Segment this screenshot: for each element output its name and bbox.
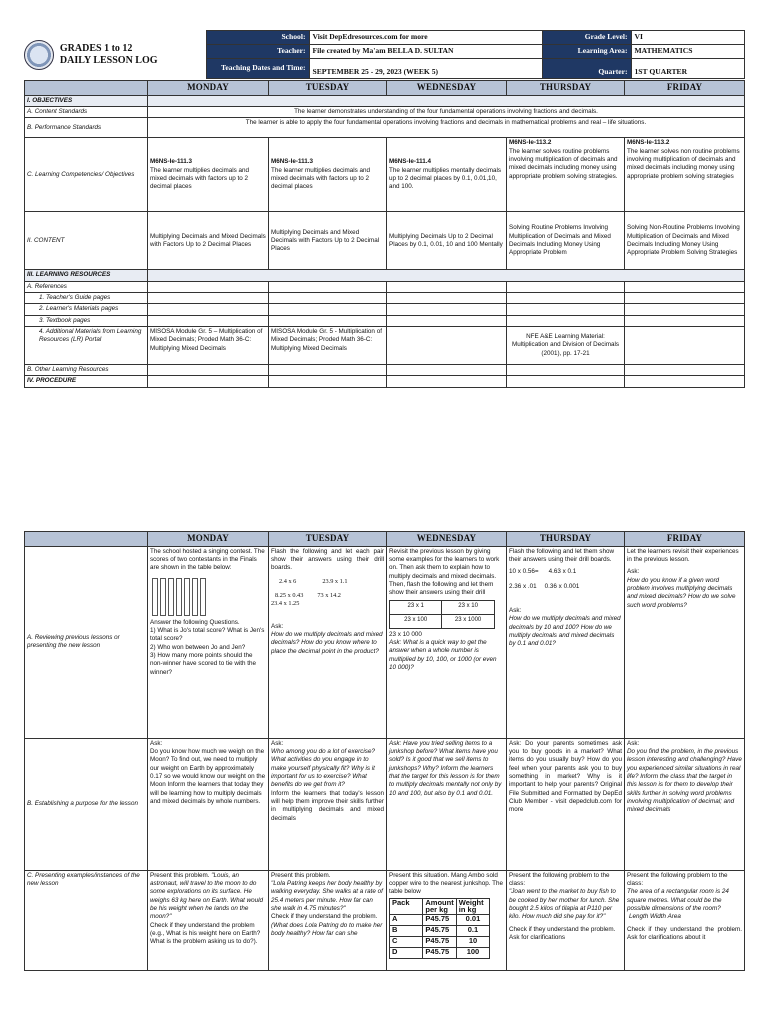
row-b-label: B. Establishing a purpose for the lesson bbox=[25, 738, 148, 870]
corner-cell-2 bbox=[25, 532, 148, 547]
row-a-tuesday: Flash the following and let each pair show their answers using their drill boards. 2.4 x 6 23.9 x 1.1 8.25 x 0.43 73 x 14.2 23.4 x 1.25 Ask: How do we multiply decimals and mixed decimals? How do you know where to place the decimal point in the product? bbox=[269, 546, 387, 738]
grade-label: Grade Level: bbox=[542, 31, 631, 45]
additional-materials-label: 4. Additional Materials from Learning Resources (LR) Portal bbox=[25, 326, 148, 364]
content-monday: Multiplying Decimals and Mixed Decimals with Factors Up to 2 Decimal Places bbox=[148, 212, 269, 270]
header-title-cell bbox=[24, 31, 206, 79]
teacher-value: File created by Ma'am BELLA D. SULTAN bbox=[309, 45, 542, 59]
content-standards-text: The learner demonstrates understanding of the four fundamental operations involving fractions and decimals. bbox=[148, 107, 745, 118]
additional-thursday: NFE A&E Learning Material: Multiplication and Division of Decimals (2001), pp. 17-21 bbox=[507, 326, 625, 364]
content-thursday: Solving Routine Problems Involving Multiplication of Decimals and Mixed Decimals Including Money Using Appropriate Problem bbox=[507, 212, 625, 270]
row-b-thursday: Ask: Do your parents sometimes ask you to buy goods in a market? What items do you usually buy? How do you feel when your parents ask you to buy something in market? Why is it important to help your parents? Original File Submitted and Formatted by DepEd Club Member - visit depedclub.com for more bbox=[507, 738, 625, 870]
row-b-friday: Ask: Do you find the problem, in the previous lesson interesting and challenging? Have you experienced similar situations in real life? Inform the class that the target in this lesson is for them to develop their skills further in solving word problems involving multiplication of decimal; and mixed decimals bbox=[625, 738, 745, 870]
day-header-monday-2: MONDAY bbox=[148, 532, 269, 547]
additional-tuesday: MISOSA Module Gr. 5 - Multiplication of Mixed Decimals; Proded Math 36-C: Multiplying Mixed Decimals bbox=[269, 326, 387, 364]
content-wednesday: Multiplying Decimals Up to 2 Decimal Places by 0.1, 0.01, 10 and 100 Mentally bbox=[387, 212, 507, 270]
additional-wednesday bbox=[387, 326, 507, 364]
row-a-wednesday: Revisit the previous lesson by giving some examples for the learners to work on. Then ask them to explain how to multiply decimals and mixed decimals. Then, flash the following and let them show their answers using their drill 23 x 1 23 x 10 23 x 100 23 x 1000 23 x 10 000 Ask: What is a quick way to get the answer when a whole number is multiplied by 10, 100, or 1000 (or even 10 000)? bbox=[387, 546, 507, 738]
quarter-value: 1ST QUARTER bbox=[631, 59, 744, 79]
teacher-label: Teacher: bbox=[206, 45, 309, 59]
drill-table: 23 x 1 23 x 10 23 x 100 23 x 1000 bbox=[389, 600, 495, 629]
lesson-log-table-1 bbox=[24, 80, 744, 388]
dll-header bbox=[24, 30, 744, 79]
content-friday: Solving Non-Routine Problems Involving Multiplication of Decimals and Mixed Decimals Including Money Using Appropriate Problem Solving Strategies bbox=[625, 212, 745, 270]
row-c-thursday: Present the following problem to the class: "Joan went to the market to buy fish to be cooked by her mother for lunch. She bought 2.5 kilos of tilapia at P110 per kilo. How much did she pay for it?" Check if they understand the problem. Ask for clarifications bbox=[507, 870, 625, 970]
resources-label: III. LEARNING RESOURCES bbox=[25, 270, 148, 281]
quarter-label: Quarter: bbox=[542, 59, 631, 79]
deped-seal-logo bbox=[24, 40, 54, 70]
content-tuesday: Multiplying Decimals and Mixed Decimals with Factors Up to 2 Decimal Places bbox=[269, 212, 387, 270]
day-header-tuesday-2: TUESDAY bbox=[269, 532, 387, 547]
row-c-tuesday: Present this problem. "Lola Patring keeps her body healthy by walking everyday. She walks at a rate of 25.4 meters per minute. How far can she walk in 4.75 minutes?" Check if they understand the problem. (What does Lola Patring do to make her body healthy? How far can she bbox=[269, 870, 387, 970]
content-label: II. CONTENT bbox=[25, 212, 148, 270]
teachers-guide-label: 1. Teacher's Guide pages bbox=[25, 293, 148, 304]
day-header-monday: MONDAY bbox=[148, 81, 269, 96]
lesson-log-table-2 bbox=[24, 531, 744, 971]
area-value: MATHEMATICS bbox=[631, 45, 744, 59]
competencies-label: C. Learning Competencies/ Objectives bbox=[25, 138, 148, 212]
row-b-wednesday: Ask: Have you tried selling items to a junkshop before? What items have you sold? Is it good that we sell items to junkshops? Why? Inform the learners that the target for this lesson is for them to multiply decimals mentally not only by 10 and 100, but also by 0.1 and 0.01. bbox=[387, 738, 507, 870]
row-c-wednesday: Present this situation. Mang Ambo sold copper wire to the nearest junkshop. The table below Pack Amount per kg Weight in kg A P45.75 0.01 B P45.75 0.1 C P45.75 10 D P45.75 100 bbox=[387, 870, 507, 970]
competency-thursday: M6NS-Ie-113.2 The learner solves routine problems involving multiplication of decimals and mixed decimals including money using appropriate problem solving strategies. bbox=[507, 138, 625, 212]
row-c-friday: Present the following problem to the class: The area of a rectangular room is 24 square metres. What could be the possible dimensions of the room? Length Width Area Check if they understand the problem. Ask for clarifications about it bbox=[625, 870, 745, 970]
grade-value: VI bbox=[631, 31, 744, 45]
score-table-image bbox=[152, 576, 266, 616]
row-b-tuesday: Ask: Who among you do a lot of exercise? What activities do you engage in to make yourself physically fit? Why is it important for us to exercise? What benefits do we get from it? Inform the learners that today's lesson will help them improve their skills further in multiplying decimals and mixed decimals bbox=[269, 738, 387, 870]
day-header-tuesday: TUESDAY bbox=[269, 81, 387, 96]
day-header-thursday-2: THURSDAY bbox=[507, 532, 625, 547]
day-header-friday: FRIDAY bbox=[625, 81, 745, 96]
performance-standards-label: B. Performance Standards bbox=[25, 118, 148, 138]
row-a-monday: The school hosted a singing contest. The scores of two contestants in the Finals are shown in the table below: Answer the following Questions. 1) What is Jo's total score? What is Jen's total score? 2) Who won between Jo and Jen? 3) How many more points should the non-winner have scored to tie with the winner? bbox=[148, 546, 269, 738]
competency-monday: M6NS-Ie-111.3 The learner multiplies decimals and mixed decimals with factors up to 2 decimal places bbox=[148, 138, 269, 212]
copper-wire-table: Pack Amount per kg Weight in kg A P45.75 0.01 B P45.75 0.1 C P45.75 10 D P45.75 100 bbox=[389, 898, 490, 959]
row-c-label: C. Presenting examples/instances of the new lesson bbox=[25, 870, 148, 970]
row-b-monday: Ask: Do you know how much we weigh on the Moon? To find out, we need to multiply our weight on Earth by approximately 0.17 so we would know our weight on the Moon Inform the learners that today they will be learning how to multiply decimals and mixed decimals by whole numbers. bbox=[148, 738, 269, 870]
day-header-thursday: THURSDAY bbox=[507, 81, 625, 96]
textbook-label: 3. Textbook pages bbox=[25, 315, 148, 326]
row-a-thursday: Flash the following and let them show their answers using their drill boards. 10 x 0.56= 4.63 x 0.1 2.36 x .01 0.36 x 0.001 Ask: How do we multiply decimals and mixed decimals by 10 and 100? How do we multiply decimals and mixed decimals by 0.1 and 0.01? bbox=[507, 546, 625, 738]
additional-monday: MISOSA Module Gr. 5 – Multiplication of Mixed Decimals; Proded Math 36-C: Multiplying Mixed Decimals bbox=[148, 326, 269, 364]
competency-friday: M6NS-Ie-113.2 The learner solves non routine problems involving multiplication of decimals and mixed decimals including money using appropriate problem solving strategies bbox=[625, 138, 745, 212]
competency-wednesday: M6NS-Ie-111.4 The learner multiplies mentally decimals up to 2 decimal places by 0.1, 0.01,10, and 100. bbox=[387, 138, 507, 212]
procedure-label: IV. PROCEDURE bbox=[25, 376, 148, 387]
corner-cell bbox=[25, 81, 148, 96]
school-value: Visit DepEdresources.com for more bbox=[309, 31, 542, 45]
competency-tuesday: M6NS-Ie-111.3 The learner multiplies decimals and mixed decimals with factors up to 2 decimal places bbox=[269, 138, 387, 212]
school-label: School: bbox=[206, 31, 309, 45]
dates-value: SEPTEMBER 25 - 29, 2023 (WEEK 5) bbox=[309, 59, 542, 79]
row-c-monday: Present this problem. "Louis, an astronaut, will travel to the moon to do some explorations on its surface. He weighs 63 kg here on Earth. What would be his weight when he lands on the moon?" Check if they understand the problem (e.g., What is his weight here on Earth? What is the problem asking us to do?). bbox=[148, 870, 269, 970]
references-label: A. References bbox=[25, 281, 148, 292]
header-title: GRADES 1 to 12 DAILY LESSON LOG bbox=[59, 42, 158, 66]
row-a-friday: Let the learners revisit their experiences in the previous lesson. Ask: How do you know if a given word problem involves multiplying decimals and mixed decimals? How do we solve such word problems? bbox=[625, 546, 745, 738]
dates-label: Teaching Dates and Time: bbox=[206, 59, 309, 79]
day-header-friday-2: FRIDAY bbox=[625, 532, 745, 547]
performance-standards-text: The learner is able to apply the four fundamental operations involving fractions and decimals in mathematical problems and real – life situations. bbox=[148, 118, 745, 138]
row-a-label: A. Reviewing previous lessons or presenting the new lesson bbox=[25, 546, 148, 738]
day-header-wednesday: WEDNESDAY bbox=[387, 81, 507, 96]
learners-materials-label: 2. Learner's Materials pages bbox=[25, 304, 148, 315]
objectives-label: I. OBJECTIVES bbox=[25, 95, 148, 106]
area-label: Learning Area: bbox=[542, 45, 631, 59]
additional-friday bbox=[625, 326, 745, 364]
other-resources-label: B. Other Learning Resources bbox=[25, 364, 148, 375]
day-header-wednesday-2: WEDNESDAY bbox=[387, 532, 507, 547]
content-standards-label: A. Content Standards bbox=[25, 107, 148, 118]
